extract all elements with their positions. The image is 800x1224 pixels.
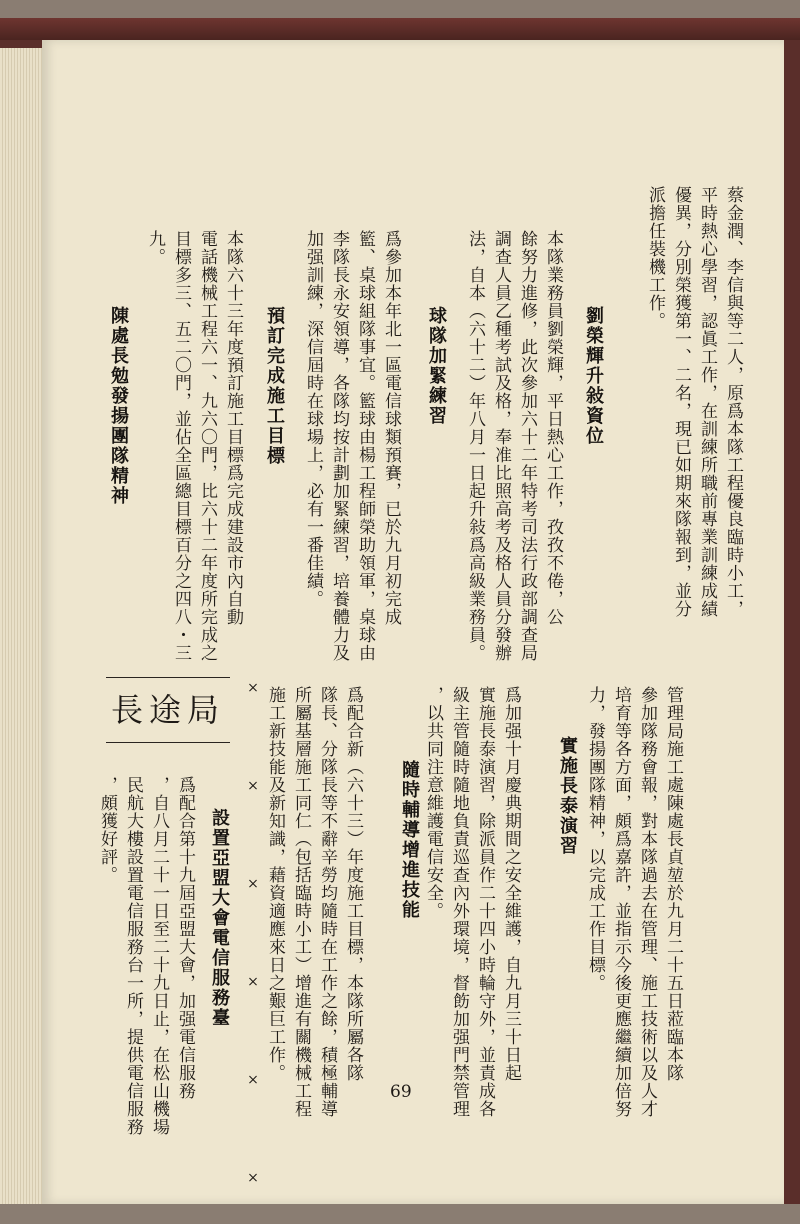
- document-page: [42, 40, 784, 1224]
- section-title-team-spirit: 陳處長勉發揚團隊精神: [108, 306, 129, 506]
- section-body-liu-promotion: 本隊業務員劉榮輝，平日熱心工作，孜孜不倦，公 餘努力進修，此次參加六十二年特考司法行政部調查局 調查人員乙種考試及格，奉准比照高考及格人員分發辦 法，自本（六十二）年八月一日起升敍爲高級業務員。: [465, 230, 563, 662]
- section-title-changtai-drill: 實施長泰演習: [557, 736, 578, 856]
- section-title-ball-team: 球隊加緊練習: [426, 306, 447, 426]
- section-title-liu-promotion: 劉榮輝升敍資位: [583, 306, 604, 446]
- section-title-skill-guidance: 隨時輔導增進技能: [399, 760, 420, 920]
- section-body-team-spirit: 管理局施工處陳處長貞堃於九月二十五日蒞臨本隊 參加隊務會報，對本隊過去在管理、施工技術以及人才 培育等各方面，頗爲嘉許，並指示今後更應繼續加倍努 力，發揚團隊精神，以完成工作目標。: [585, 686, 683, 1118]
- section-title-construction-target: 預訂完成施工目標: [264, 306, 285, 466]
- section-body-construction-target: 本隊六十三年度預訂施工目標爲完成建設市內自動 電話機械工程六一、九六〇門，比六十二年度所完成之 目標多三、五二〇門，並佔全區總目標百分之四八・三 九。: [145, 230, 243, 662]
- section-body-changtai-drill: 爲加强十月慶典期間之安全維護，自九月三十日起 實施長泰演習，除派員作二十四小時輪守外，並責成各 級主管隨時隨地負責巡查內外環境，督飭加强門禁管理 ，以共同注意維護電信安全。: [423, 686, 521, 1118]
- page-number: 69: [390, 1082, 412, 1102]
- section-body-telecom-service: 爲配合第十九屆亞盟大會，加强電信服務 ，自八月二十一日至二十九日止，在松山機場 民航大樓設置電信服務台一所，提供電信服務 ，頗獲好評。: [97, 776, 195, 1136]
- page-edges: [0, 48, 48, 1204]
- book-cover-top: [0, 18, 800, 40]
- box-title: 長途局: [110, 691, 225, 729]
- section-title-telecom-service: 設置亞盟大會電信服務臺: [209, 808, 230, 1028]
- box-rule-top: [106, 677, 230, 678]
- section-body-ball-team: 爲參加本年北一區電信球類預賽，已於九月初完成 籃、桌球組隊事宜。籃球由楊工程師榮助領軍，桌球由 李隊長永安領導，各隊均按計劃加緊練習，培養體力及 加强訓練，深信屆時在球場上，必有一番佳績。: [303, 230, 401, 662]
- box-rule-bottom: [106, 742, 230, 743]
- intro-paragraph: 蔡金潤、李信與等二人，原爲本隊工程優良臨時小工， 平時熱心學習，認眞工作，在訓練所職前專業訓練成績 優異，分別榮獲第一、二名，現已如期來隊報到，並分 派擔任裝機工作。: [645, 186, 743, 618]
- section-body-skill-guidance: 爲配合新（六十三）年度施工目標，本隊所屬各隊 隊長、分隊長等不辭辛勞均隨時在工作之餘，積極輔導 所屬基層施工同仁（包括臨時小工）增進有關機械工程 施工新技能及新知識，藉資適應來日之艱巨工作。: [265, 686, 363, 1118]
- separator-marks: × × × × × ×: [245, 680, 261, 1224]
